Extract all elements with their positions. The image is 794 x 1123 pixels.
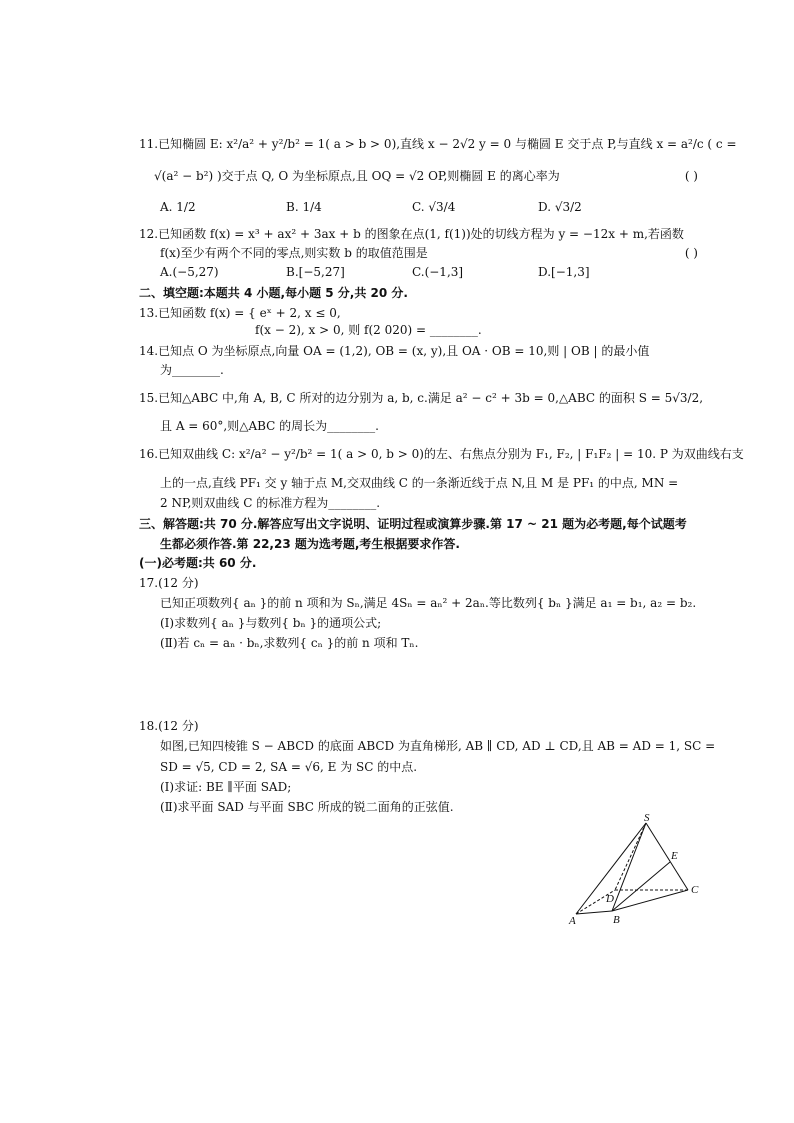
section3-title-line2: 生都必须作答.第 22,23 题为选考题,考生根据要求作答.	[160, 537, 460, 551]
section3-title-line1: 三、解答题:共 70 分.解答应写出文字说明、证明过程或演算步骤.第 17 ~ 21 题为必考题,每个试题考	[139, 517, 687, 531]
q12-line2: f(x)至少有两个不同的零点,则实数 b 的取值范围是	[160, 246, 428, 260]
q11-option-c: C. √3/4	[412, 200, 456, 214]
q11-answer-bracket: ( )	[684, 169, 698, 183]
segment-be	[612, 862, 670, 911]
section2-title: 二、填空题:本题共 4 小题,每小题 5 分,共 20 分.	[139, 286, 408, 300]
q15-line2: 且 A = 60°,则△ABC 的周长为________.	[160, 419, 379, 433]
q11-option-b: B. 1/4	[286, 200, 322, 214]
q12-option-a: A.(−5,27)	[160, 265, 219, 279]
part1-title: (一)必考题:共 60 分.	[139, 556, 257, 570]
q18-head: 18.(12 分)	[139, 719, 199, 733]
q15-line1: 15.已知△ABC 中,角 A, B, C 所对的边分别为 a, b, c.满足 a² − c² + 3b = 0,△ABC 的面积 S = 5√3/2,	[139, 391, 704, 405]
q17-line3: (Ⅱ)若 cₙ = aₙ · bₙ,求数列{ cₙ }的前 n 项和 Tₙ.	[160, 636, 419, 650]
label-c: C	[691, 884, 699, 896]
q12-option-d: D.[−1,3]	[538, 265, 590, 279]
label-b: B	[613, 914, 620, 926]
q18-line3: (Ⅰ)求证: BE ∥平面 SAD;	[160, 780, 292, 794]
q18-line4: (Ⅱ)求平面 SAD 与平面 SBC 所成的锐二面角的正弦值.	[160, 800, 454, 814]
pyramid-figure	[560, 812, 710, 930]
q13-line1: 13.已知函数 f(x) = { eˣ + 2, x ≤ 0,	[139, 306, 341, 320]
label-d: D	[606, 893, 614, 905]
q17-line2: (Ⅰ)求数列{ aₙ }与数列{ bₙ }的通项公式;	[160, 616, 382, 630]
q13-line2: f(x − 2), x > 0, 则 f(2 020) = ________.	[255, 323, 482, 337]
q16-line3: 2 NP,则双曲线 C 的标准方程为________.	[160, 496, 381, 510]
q17-line1: 已知正项数列{ aₙ }的前 n 项和为 Sₙ,满足 4Sₙ = aₙ² + 2aₙ.等比数列{ bₙ }满足 a₁ = b₁, a₂ = b₂.	[160, 596, 697, 610]
q12-option-c: C.(−1,3]	[412, 265, 464, 279]
label-s: S	[644, 812, 650, 824]
q11-option-d: D. √3/2	[538, 200, 582, 214]
q14-line2: 为________.	[160, 363, 224, 377]
q11-line2: √(a² − b²) )交于点 Q, O 为坐标原点,且 OQ = √2 OP,则椭圆 E 的离心率为	[154, 169, 560, 183]
label-a: A	[569, 915, 576, 927]
edge-ab	[576, 911, 612, 914]
q11-option-a: A. 1/2	[160, 200, 196, 214]
q11-line1: 11.已知椭圆 E: x²/a² + y²/b² = 1( a > b > 0),直线 x − 2√2 y = 0 与椭圆 E 交于点 P,与直线 x = a²/c ( c =	[139, 137, 737, 151]
q18-line1: 如图,已知四棱锥 S − ABCD 的底面 ABCD 为直角梯形, AB ∥ CD, AD ⊥ CD,且 AB = AD = 1, SC =	[160, 739, 716, 753]
q16-line2: 上的一点,直线 PF₁ 交 y 轴于点 M,交双曲线 C 的一条渐近线于点 N,且 M 是 PF₁ 的中点, MN =	[160, 476, 679, 490]
q14-line1: 14.已知点 O 为坐标原点,向量 OA = (1,2), OB = (x, y),且 OA · OB = 10,则 | OB | 的最小值	[139, 344, 650, 358]
edge-bc	[612, 890, 688, 911]
q12-answer-bracket: ( )	[684, 246, 698, 260]
label-e: E	[671, 850, 678, 862]
q12-option-b: B.[−5,27]	[286, 265, 345, 279]
q17-head: 17.(12 分)	[139, 576, 199, 590]
edge-sb	[612, 823, 646, 911]
q18-line2: SD = √5, CD = 2, SA = √6, E 为 SC 的中点.	[160, 760, 418, 774]
q16-line1: 16.已知双曲线 C: x²/a² − y²/b² = 1( a > 0, b > 0)的左、右焦点分别为 F₁, F₂, | F₁F₂ | = 10. P 为双曲线右支	[139, 447, 744, 461]
q12-line1: 12.已知函数 f(x) = x³ + ax² + 3ax + b 的图象在点(1, f(1))处的切线方程为 y = −12x + m,若函数	[139, 227, 684, 241]
edge-sc	[646, 823, 688, 890]
